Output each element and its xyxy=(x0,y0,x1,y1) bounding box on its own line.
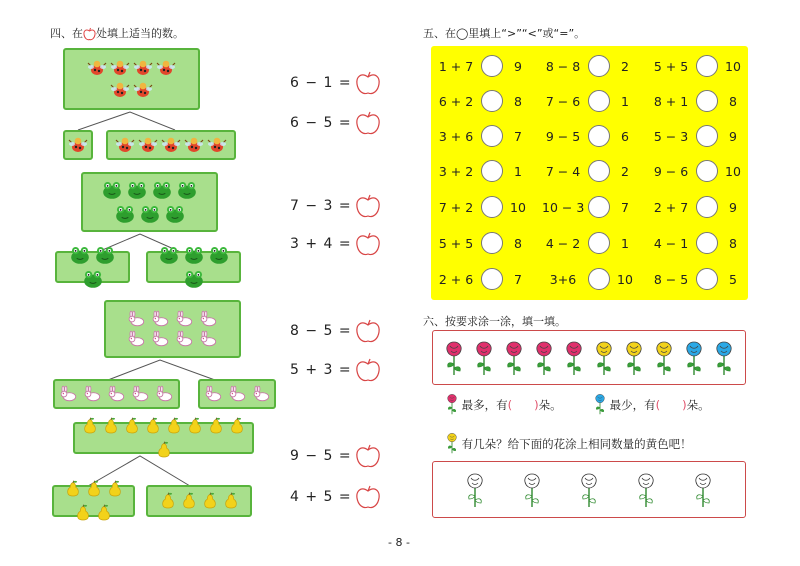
rabbit-icon xyxy=(227,385,248,403)
compare-item xyxy=(435,160,529,182)
rabbit-icon xyxy=(203,385,224,403)
rose-icon xyxy=(444,339,464,377)
equation xyxy=(290,357,381,383)
compare-item xyxy=(542,232,636,254)
equation-text: 8 − 5 = xyxy=(290,323,352,339)
pear-icon xyxy=(81,415,99,437)
compare-item xyxy=(650,55,744,77)
apple-answer-box[interactable] xyxy=(355,484,381,510)
frog-icon xyxy=(69,244,91,266)
compare-item xyxy=(650,160,744,182)
rose-icon xyxy=(474,339,494,377)
blank-rose-to-color[interactable] xyxy=(522,471,542,509)
frog-part2-box xyxy=(146,251,241,283)
compare-right: 1 xyxy=(514,163,522,179)
rabbit-icon xyxy=(198,310,219,328)
pear-icon xyxy=(186,415,204,437)
rabbit-icon xyxy=(82,385,103,403)
answer-circle[interactable] xyxy=(696,55,718,77)
ladybug-icon xyxy=(110,80,130,100)
compare-item xyxy=(650,268,744,290)
pear-icon xyxy=(159,490,177,512)
frog-part1-box xyxy=(55,251,130,283)
blank-rose-to-color[interactable] xyxy=(693,471,713,509)
compare-left: 8 − 5 xyxy=(653,271,689,287)
answer-circle[interactable] xyxy=(696,90,718,112)
pear-total-box xyxy=(73,422,254,454)
pear-icon xyxy=(102,415,120,437)
equation-text: 5 + 3 = xyxy=(290,362,352,378)
ladybug-icon xyxy=(133,80,153,100)
compare-left: 3+6 xyxy=(549,271,577,287)
compare-right: 2 xyxy=(621,58,629,74)
equation-text: 6 − 5 = xyxy=(290,115,352,131)
compare-item xyxy=(650,125,744,147)
compare-right: 8 xyxy=(729,235,737,251)
compare-item xyxy=(435,90,529,112)
apple-answer-box[interactable] xyxy=(355,110,381,136)
equation xyxy=(290,231,381,257)
answer-circle[interactable] xyxy=(481,232,503,254)
answer-circle[interactable] xyxy=(481,196,503,218)
frog-icon xyxy=(208,244,230,266)
frog-icon xyxy=(183,244,205,266)
rose-icon xyxy=(714,339,734,377)
ladybug-part1-box xyxy=(63,130,93,160)
section5-heading: 五、在◯里填上“>”“<”或“=”。 xyxy=(423,27,586,40)
pear-icon xyxy=(123,415,141,437)
answer-circle[interactable] xyxy=(696,268,718,290)
compare-left: 3 + 6 xyxy=(438,128,474,144)
compare-item xyxy=(542,125,636,147)
compare-item xyxy=(542,196,636,218)
ladybug-part2-box xyxy=(106,130,236,160)
ladybug-icon xyxy=(115,135,135,155)
answer-circle[interactable] xyxy=(481,55,503,77)
apple-answer-box[interactable] xyxy=(355,70,381,96)
compare-right: 1 xyxy=(621,235,629,251)
answer-circle[interactable] xyxy=(588,232,610,254)
pear-icon xyxy=(201,490,219,512)
ladybug-icon xyxy=(138,135,158,155)
split-lines xyxy=(60,108,210,132)
compare-left: 4 − 2 xyxy=(545,235,581,251)
compare-left: 9 − 6 xyxy=(653,163,689,179)
answer-circle[interactable] xyxy=(588,90,610,112)
compare-left: 8 − 8 xyxy=(545,58,581,74)
compare-right: 9 xyxy=(729,199,737,215)
rabbit-icon xyxy=(174,330,195,348)
pear-icon xyxy=(180,490,198,512)
question-count-yellow: 有几朵？给下面的花涂上相同数量的黄色吧！ xyxy=(446,432,692,457)
ladybug-icon xyxy=(87,58,107,78)
equation-text: 6 − 1 = xyxy=(290,75,352,91)
frog-total-box xyxy=(81,172,218,232)
rabbit-icon xyxy=(154,385,175,403)
ladybug-icon xyxy=(110,58,130,78)
compare-item xyxy=(542,268,636,290)
rose-icon xyxy=(594,393,606,415)
compare-item xyxy=(435,55,529,77)
apple-answer-box[interactable] xyxy=(355,231,381,257)
compare-left: 5 + 5 xyxy=(653,58,689,74)
compare-right: 7 xyxy=(621,199,629,215)
compare-item xyxy=(650,90,744,112)
frog-icon xyxy=(183,268,205,290)
rose-icon xyxy=(446,432,458,454)
compare-item xyxy=(435,196,529,218)
compare-right: 6 xyxy=(621,128,629,144)
rose-icon xyxy=(504,339,524,377)
blank-rose-to-color[interactable] xyxy=(465,471,485,509)
compare-item xyxy=(542,90,636,112)
rose-icon xyxy=(446,393,458,415)
answer-circle[interactable] xyxy=(588,160,610,182)
compare-item xyxy=(542,55,636,77)
compare-left: 2 + 7 xyxy=(653,199,689,215)
question-least: 最少，有( )朵。 xyxy=(594,393,710,418)
answer-circle[interactable] xyxy=(696,160,718,182)
frog-icon xyxy=(94,244,116,266)
pear-icon xyxy=(228,415,246,437)
answer-circle[interactable] xyxy=(481,90,503,112)
answer-circle[interactable] xyxy=(588,268,610,290)
answer-circle[interactable] xyxy=(481,160,503,182)
compare-right: 2 xyxy=(621,163,629,179)
compare-right: 7 xyxy=(514,128,522,144)
pear-icon xyxy=(64,478,82,500)
equation-text: 4 + 5 = xyxy=(290,489,352,505)
compare-left: 9 − 5 xyxy=(545,128,581,144)
rabbit-icon xyxy=(198,330,219,348)
frog-icon xyxy=(82,268,104,290)
answer-circle[interactable] xyxy=(696,232,718,254)
compare-item xyxy=(650,232,744,254)
compare-left: 7 + 2 xyxy=(438,199,474,215)
ladybug-icon xyxy=(207,135,227,155)
frog-icon xyxy=(139,203,161,225)
compare-right: 10 xyxy=(725,58,741,74)
rose-icon xyxy=(564,339,584,377)
compare-right: 8 xyxy=(729,93,737,109)
blank-flowers-frame xyxy=(432,461,746,518)
equation xyxy=(290,484,381,510)
answer-circle[interactable] xyxy=(588,125,610,147)
compare-item xyxy=(435,125,529,147)
frog-icon xyxy=(126,179,148,201)
blank-rose-to-color[interactable] xyxy=(579,471,599,509)
rose-icon xyxy=(654,339,674,377)
equation xyxy=(290,318,381,344)
rabbit-icon xyxy=(251,385,272,403)
compare-left: 5 + 5 xyxy=(438,235,474,251)
rabbit-part1-box xyxy=(53,379,180,409)
rabbit-icon xyxy=(126,330,147,348)
equation-text: 7 − 3 = xyxy=(290,198,352,214)
compare-right: 7 xyxy=(514,271,522,287)
compare-left: 3 + 2 xyxy=(438,163,474,179)
rose-icon xyxy=(624,339,644,377)
colored-flowers-frame xyxy=(432,330,746,385)
pear-icon xyxy=(106,478,124,500)
compare-right: 10 xyxy=(510,199,526,215)
frog-icon xyxy=(151,179,173,201)
pear-icon xyxy=(95,502,113,524)
pear-icon xyxy=(165,415,183,437)
page-number: - 8 - xyxy=(388,536,410,549)
compare-right: 9 xyxy=(729,128,737,144)
pear-icon xyxy=(144,415,162,437)
rose-icon xyxy=(534,339,554,377)
equation xyxy=(290,70,381,96)
compare-left: 10 − 3 xyxy=(542,199,585,215)
compare-item xyxy=(435,268,529,290)
apple-answer-box[interactable] xyxy=(355,443,381,469)
pear-part1-box xyxy=(52,485,135,517)
compare-left: 2 + 6 xyxy=(438,271,474,287)
section6-heading: 六、按要求涂一涂，填一填。 xyxy=(423,315,566,328)
rabbit-total-box xyxy=(104,300,241,358)
section4-heading: 四、在 处填上适当的数。 xyxy=(50,27,184,40)
compare-item xyxy=(650,196,744,218)
ladybug-icon xyxy=(161,135,181,155)
answer-circle[interactable] xyxy=(696,196,718,218)
pear-icon xyxy=(85,478,103,500)
rabbit-icon xyxy=(174,310,195,328)
rose-icon xyxy=(594,339,614,377)
compare-right: 9 xyxy=(514,58,522,74)
compare-item xyxy=(435,232,529,254)
equation xyxy=(290,110,381,136)
compare-right: 8 xyxy=(514,235,522,251)
compare-left: 8 + 1 xyxy=(653,93,689,109)
answer-circle[interactable] xyxy=(588,196,610,218)
rabbit-icon xyxy=(126,310,147,328)
ladybug-icon xyxy=(68,135,88,155)
compare-right: 1 xyxy=(621,93,629,109)
ladybug-icon xyxy=(156,58,176,78)
ladybug-icon xyxy=(133,58,153,78)
compare-right: 10 xyxy=(617,271,633,287)
question-most: 最多，有( )朵。 xyxy=(446,393,562,418)
equation-text: 9 − 5 = xyxy=(290,448,352,464)
ladybug-icon xyxy=(184,135,204,155)
pear-part2-box xyxy=(146,485,252,517)
compare-right: 8 xyxy=(514,93,522,109)
apple-answer-box[interactable] xyxy=(355,357,381,383)
rabbit-icon xyxy=(150,330,171,348)
answer-circle[interactable] xyxy=(481,125,503,147)
compare-left: 1 + 7 xyxy=(438,58,474,74)
frog-icon xyxy=(158,244,180,266)
compare-left: 4 − 1 xyxy=(653,235,689,251)
compare-left: 7 − 4 xyxy=(545,163,581,179)
compare-item xyxy=(542,160,636,182)
frog-icon xyxy=(114,203,136,225)
rabbit-icon xyxy=(150,310,171,328)
apple-icon xyxy=(83,27,96,41)
answer-circle[interactable] xyxy=(588,55,610,77)
compare-right: 10 xyxy=(725,163,741,179)
compare-left: 7 − 6 xyxy=(545,93,581,109)
answer-circle[interactable] xyxy=(696,125,718,147)
frog-icon xyxy=(164,203,186,225)
compare-left: 5 − 3 xyxy=(653,128,689,144)
equation xyxy=(290,193,381,219)
answer-circle[interactable] xyxy=(481,268,503,290)
rabbit-icon xyxy=(130,385,151,403)
pear-icon xyxy=(74,502,92,524)
rabbit-part2-box xyxy=(198,379,276,409)
rose-icon xyxy=(684,339,704,377)
rabbit-icon xyxy=(106,385,127,403)
frog-icon xyxy=(176,179,198,201)
apple-answer-box[interactable] xyxy=(355,318,381,344)
compare-right: 5 xyxy=(729,271,737,287)
apple-answer-box[interactable] xyxy=(355,193,381,219)
blank-rose-to-color[interactable] xyxy=(636,471,656,509)
rabbit-icon xyxy=(58,385,79,403)
equation-text: 3 + 4 = xyxy=(290,236,352,252)
compare-left: 6 + 2 xyxy=(438,93,474,109)
pear-icon xyxy=(207,415,225,437)
frog-icon xyxy=(101,179,123,201)
equation xyxy=(290,443,381,469)
ladybug-total-box xyxy=(63,48,200,110)
pear-icon xyxy=(222,490,240,512)
